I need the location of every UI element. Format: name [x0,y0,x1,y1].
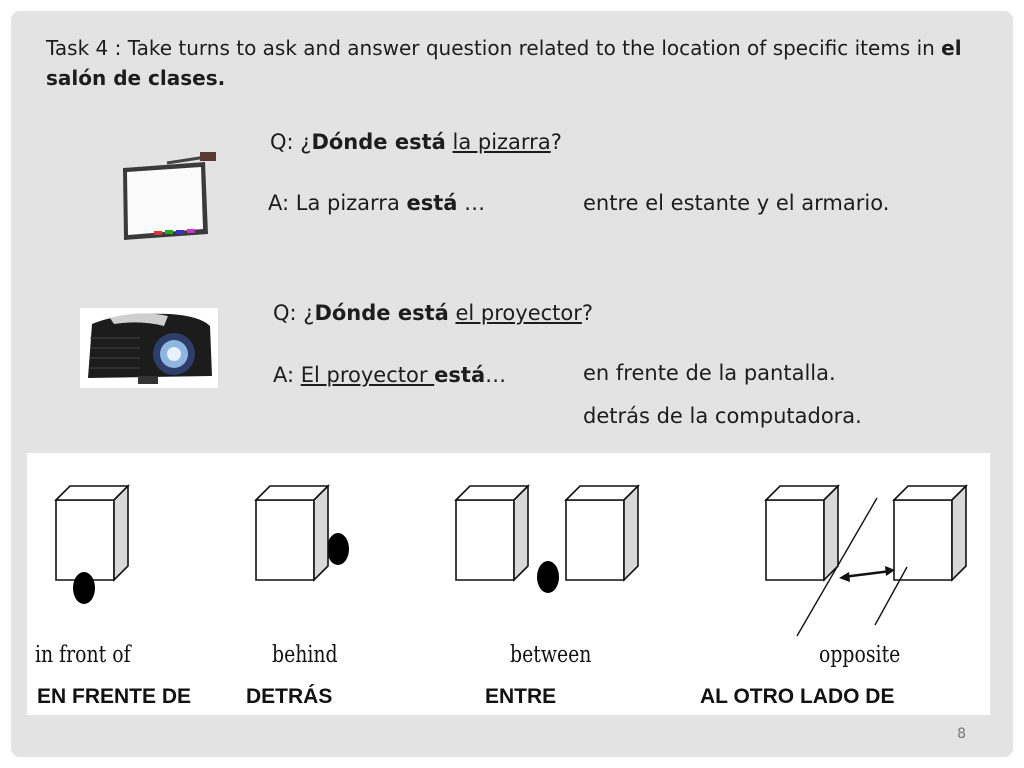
label-in-front-of: in front of [35,642,131,668]
between-diagram [456,486,638,593]
in-front-of-diagram [56,486,128,604]
question-2: Q: ¿Dónde está el proyector? [273,301,594,325]
prepositions-figure [27,453,990,715]
answer-1: entre el estante y el armario. [583,191,890,215]
caption-detras: DETRÁS [246,685,333,708]
answer-1-stem: A: La pizarra está … [268,191,486,215]
answer-2-option-2: detrás de la computadora. [583,404,862,428]
caption-entre: ENTRE [485,685,557,708]
projector-icon [80,308,218,388]
caption-en-frente-de: EN FRENTE DE [37,685,192,708]
answer-2-option-1: en frente de la pantalla. [583,361,836,385]
caption-al-otro-lado-de: AL OTRO LADO DE [700,685,895,708]
page-number: 8 [957,726,966,742]
label-between: between [510,642,592,668]
prepositions-diagram [27,453,990,715]
question-1: Q: ¿Dónde está la pizarra? [270,130,562,154]
task-instructions: Task 4 : Take turns to ask and answer question related to the location of specific items in el salón de clases. [46,36,962,90]
opposite-diagram [766,486,966,636]
behind-diagram [256,486,349,580]
label-behind: behind [272,642,338,668]
label-opposite: opposite [819,642,901,668]
whiteboard-icon [112,150,222,246]
answer-2-stem: A: El proyector está… [273,363,507,387]
